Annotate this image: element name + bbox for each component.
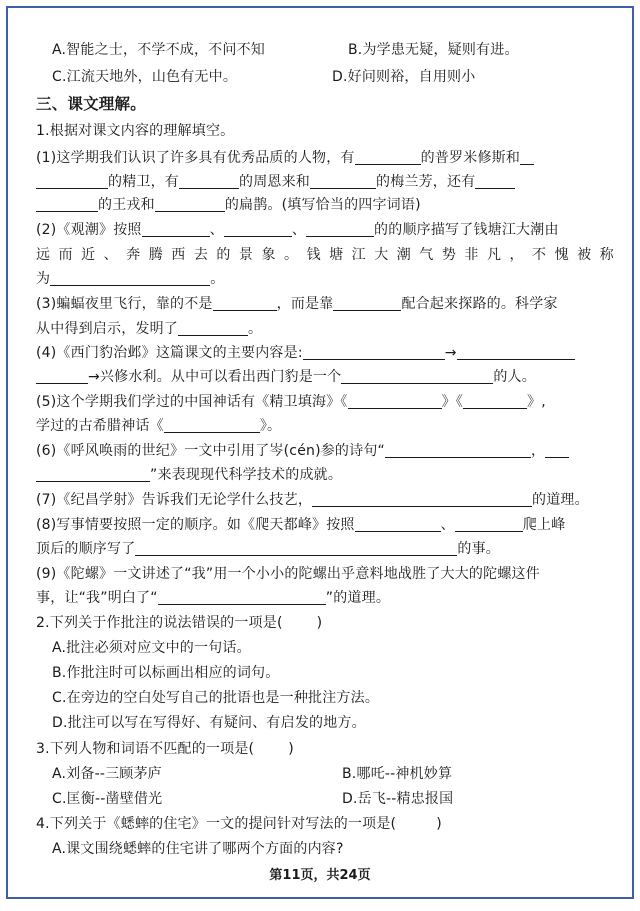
q1-s1-line3: 的王戎和 的扁鹊。(填写恰当的四字词语) <box>36 193 614 217</box>
q1-s8-line1: (8)写事情要按照一定的顺序。如《爬天都峰》按照 、 爬上峰 <box>36 513 614 537</box>
blank[interactable] <box>303 342 445 360</box>
q4-option-a: A.课文围绕蟋蟀的住宅讲了哪两个方面的内容? <box>52 841 344 857</box>
q3-title: 3.下列人物和词语不匹配的一项是( ) <box>36 741 294 757</box>
blank[interactable] <box>457 342 575 360</box>
blank[interactable] <box>310 171 376 189</box>
q2-option-d: D.批注可以写在写得好、有疑问、有启发的地方。 <box>52 715 366 731</box>
q1-s6-line1: (6)《呼风唤雨的世纪》一文中引用了岑(cén)参的诗句“ ， <box>36 439 614 463</box>
section-title: 三、课文理解。 <box>36 95 146 113</box>
blank[interactable] <box>36 194 98 212</box>
q1-s6-line2: ”来表现现代科学技术的成就。 <box>36 463 614 487</box>
page-number: 第11页，共24页 <box>269 868 371 883</box>
q1-s9-line2: 事，让“我”明白了“ ”的道理。 <box>36 586 614 610</box>
blank[interactable] <box>455 514 523 532</box>
blank[interactable] <box>545 440 569 458</box>
worksheet-page <box>6 6 634 899</box>
blank[interactable] <box>333 293 401 311</box>
blank[interactable] <box>155 194 225 212</box>
q1-s7-line1: (7)《纪昌学射》告诉我们无论学什么技艺， 的道理。 <box>36 488 614 512</box>
blank[interactable] <box>164 415 260 433</box>
q1-s1-line1: (1)这学期我们认识了许多具有优秀品质的人物，有 的普罗米修斯和 <box>36 146 614 170</box>
q1-s5-line1: (5)这个学期我们学过的中国神话有《精卫填海》《 》《 》, <box>36 390 614 414</box>
q1-s2-line3: 为 。 <box>36 267 614 291</box>
q3-option-c: C.匡衡--凿壁借光 <box>52 791 163 807</box>
q1-title: 1.根据对课文内容的理解填空。 <box>36 123 235 139</box>
blank[interactable] <box>385 440 531 458</box>
blank[interactable] <box>142 219 210 237</box>
option-a: A.智能之士，不学不成，不问不知 <box>52 42 265 58</box>
q1-s5-line2: 学过的古希腊神话《 》。 <box>36 414 614 438</box>
q1-s9-line1: (9)《陀螺》一文讲述了“我”用一个小小的陀螺出乎意料地战胜了大大的陀螺这件 <box>36 566 540 582</box>
q4-title: 4.下列关于《蟋蟀的住宅》一文的提问针对写法的一项是( ) <box>36 816 442 832</box>
q2-option-c: C.在旁边的空白处写自己的批语也是一种批注方法。 <box>52 690 380 706</box>
blank[interactable] <box>463 391 527 409</box>
q2-option-a: A.批注必须对应文中的一句话。 <box>52 640 251 656</box>
q1-s2-line2: 远 而 近 、 奔 腾 西 去 的 景 象 。 钱 塘 江 大 潮 气 势 非 凡 ， 不 愧 被 称 <box>36 247 614 263</box>
q1-s3-line1: (3)蝙蝠夜里飞行，靠的不是 ，而是靠 配合起来探路的。科学家 <box>36 292 614 316</box>
q3-option-b: B.哪吒--神机妙算 <box>342 766 453 782</box>
blank[interactable] <box>312 489 532 507</box>
blank[interactable] <box>135 538 457 556</box>
blank[interactable] <box>355 514 441 532</box>
blank[interactable] <box>178 318 248 336</box>
blank[interactable] <box>348 391 442 409</box>
q3-option-row <box>52 762 614 786</box>
blank[interactable] <box>50 268 210 286</box>
blank[interactable] <box>36 171 108 189</box>
blank[interactable] <box>36 366 88 384</box>
q2-option-b: B.作批注时可以标画出相应的词句。 <box>52 665 280 681</box>
blank[interactable] <box>158 587 326 605</box>
q3-option-row <box>52 787 614 811</box>
blank[interactable] <box>306 219 374 237</box>
q3-option-a: A.刘备--三顾茅庐 <box>52 766 162 782</box>
option-b: B.为学患无疑，疑则有进。 <box>348 42 519 58</box>
q1-s4-line2: →兴修水利。从中可以看出西门豹是一个 的人。 <box>36 365 614 389</box>
blank[interactable] <box>341 366 493 384</box>
blank[interactable] <box>179 171 239 189</box>
blank[interactable] <box>475 171 515 189</box>
blank[interactable] <box>36 464 150 482</box>
q1-s1-line2: 的精卫，有 的周恩来和 的梅兰芳，还有 <box>36 170 614 194</box>
q1-s4-line1: (4)《西门豹治邺》这篇课文的主要内容是: → <box>36 341 614 365</box>
q1-s2-line1: (2)《观潮》按照 、 、 的的顺序描写了钱塘江大潮由 <box>36 218 614 242</box>
blank[interactable] <box>224 219 292 237</box>
q1-s8-line2: 顶后的顺序写了 的事。 <box>36 537 614 561</box>
q3-option-d: D.岳飞--精忠报国 <box>342 791 454 807</box>
q1-s3-line2: 从中得到启示，发明了 。 <box>36 317 614 341</box>
blank[interactable] <box>355 147 421 165</box>
option-row <box>52 65 614 89</box>
blank[interactable] <box>213 293 277 311</box>
q2-title: 2.下列关于作批注的说法错误的一项是( ) <box>36 615 323 631</box>
blank[interactable] <box>520 147 534 165</box>
option-row <box>52 38 614 62</box>
option-d: D.好问则裕，自用则小 <box>332 69 476 85</box>
option-c: C.江流天地外，山色有无中。 <box>52 69 238 85</box>
